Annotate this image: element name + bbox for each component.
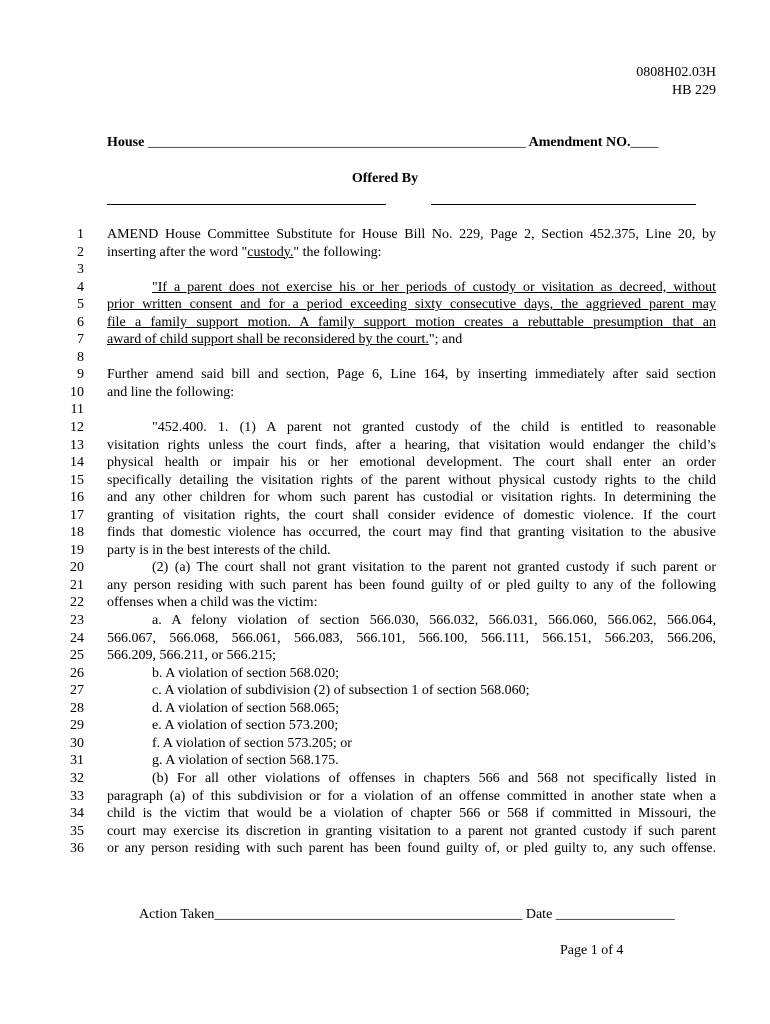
text-line bbox=[0, 366, 770, 384]
text-line bbox=[0, 419, 770, 437]
house-blank: ______________________________________________________ bbox=[147, 135, 526, 150]
line-number: 22 bbox=[70, 595, 84, 611]
sponsor-signature-line-right bbox=[431, 204, 696, 205]
line-text: file a family support motion. A family support motion creates a rebuttable presumption that an bbox=[107, 314, 716, 330]
bill-number: HB 229 bbox=[672, 83, 716, 98]
house-label: House bbox=[107, 135, 145, 150]
text-line bbox=[0, 296, 770, 314]
text-line bbox=[0, 577, 770, 595]
line-number: 31 bbox=[70, 753, 84, 769]
line-text: specifically detailing the visitation rights of the parent without physical custody rights to the child bbox=[107, 472, 716, 488]
line-number: 34 bbox=[70, 806, 84, 822]
line-text-segment: " the following: bbox=[293, 244, 382, 260]
line-number: 33 bbox=[70, 788, 84, 804]
text-line bbox=[0, 454, 770, 472]
line-text: d. A violation of section 568.065; bbox=[152, 700, 340, 716]
line-text: e. A violation of section 573.200; bbox=[152, 718, 339, 734]
text-line bbox=[0, 384, 770, 402]
line-text: granting of visitation rights, the court shall consider evidence of domestic violence. If the court bbox=[107, 507, 716, 523]
line-number: 11 bbox=[70, 402, 84, 418]
text-line bbox=[0, 700, 770, 718]
text-line bbox=[0, 507, 770, 525]
text-line bbox=[0, 331, 770, 349]
line-text: 566.067, 566.068, 566.061, 566.083, 566.101, 566.100, 566.111, 566.151, 566.203, 566.206, bbox=[107, 630, 716, 646]
text-line bbox=[0, 489, 770, 507]
line-number: 28 bbox=[70, 700, 84, 716]
line-number: 16 bbox=[70, 490, 84, 506]
line-text: party is in the best interests of the child. bbox=[107, 542, 331, 558]
text-line bbox=[0, 823, 770, 841]
line-number: 20 bbox=[70, 560, 84, 576]
inserted-text: custody. bbox=[247, 244, 294, 260]
text-line bbox=[0, 314, 770, 332]
text-line bbox=[0, 524, 770, 542]
line-text: court may exercise its discretion in granting visitation to a parent not granted custody if such parent bbox=[107, 823, 716, 839]
line-number: 30 bbox=[70, 735, 84, 751]
line-number: 8 bbox=[77, 349, 84, 365]
text-line bbox=[0, 261, 770, 279]
text-line bbox=[0, 472, 770, 490]
line-number: 27 bbox=[70, 683, 84, 699]
line-text: offenses when a child was the victim: bbox=[107, 595, 318, 611]
text-line bbox=[0, 244, 770, 262]
line-number: 19 bbox=[70, 542, 84, 558]
line-text: "If a parent does not exercise his or her periods of custody or visitation as decreed, without bbox=[152, 279, 716, 295]
house-amendment-line bbox=[107, 135, 658, 151]
text-line bbox=[0, 279, 770, 297]
date-label: Date bbox=[525, 907, 553, 922]
line-text: (b) For all other violations of offenses in chapters 566 and 568 not specifically listed in bbox=[152, 770, 716, 786]
line-number: 4 bbox=[77, 279, 84, 295]
line-text: f. A violation of section 573.205; or bbox=[152, 735, 352, 751]
line-number: 32 bbox=[70, 770, 84, 786]
line-number: 7 bbox=[77, 332, 84, 348]
line-number: 36 bbox=[70, 841, 84, 857]
date-blank: _________________ bbox=[555, 907, 675, 922]
line-text: "452.400. 1. (1) A parent not granted custody of the child is entitled to reasonable bbox=[152, 420, 716, 436]
text-line bbox=[0, 840, 770, 858]
line-text: child is the victim that would be a violation of chapter 566 or 568 if committed in Missouri, the bbox=[107, 806, 716, 822]
text-line bbox=[0, 612, 770, 630]
line-text: prior written consent and for a period exceeding sixty consecutive days, the aggrieved parent may bbox=[107, 297, 716, 313]
line-number: 17 bbox=[70, 507, 84, 523]
line-text: and line the following: bbox=[107, 384, 235, 400]
line-number: 23 bbox=[70, 613, 84, 629]
line-number: 35 bbox=[70, 823, 84, 839]
line-number: 29 bbox=[70, 718, 84, 734]
line-text bbox=[107, 244, 716, 262]
amendment-blank: ____ bbox=[630, 135, 659, 150]
line-number: 26 bbox=[70, 665, 84, 681]
document-id bbox=[636, 64, 716, 100]
amendment-body bbox=[0, 226, 770, 858]
inserted-text: award of child support shall be reconsidered by the court. bbox=[107, 332, 429, 348]
text-line bbox=[0, 647, 770, 665]
line-text: any person residing with such parent has been found guilty of or pled guilty to any of the following bbox=[107, 577, 716, 593]
line-number: 15 bbox=[70, 472, 84, 488]
line-text: g. A violation of section 568.175. bbox=[152, 753, 339, 769]
text-line bbox=[0, 542, 770, 560]
page-number: Page 1 of 4 bbox=[560, 943, 624, 958]
line-text: finds that domestic violence has occurred, the court may find that granting visitation to the abusive bbox=[107, 525, 716, 541]
line-number: 5 bbox=[77, 297, 84, 313]
line-number: 9 bbox=[77, 367, 84, 383]
line-text: and any other children for whom such parent has custodial or visitation rights. In determining the bbox=[107, 490, 716, 506]
line-number: 18 bbox=[70, 525, 84, 541]
sponsor-signature-line-left bbox=[107, 204, 386, 205]
line-number: 14 bbox=[70, 455, 84, 471]
line-number: 12 bbox=[70, 420, 84, 436]
line-number: 13 bbox=[70, 437, 84, 453]
text-line bbox=[0, 717, 770, 735]
text-line bbox=[0, 401, 770, 419]
line-number: 10 bbox=[70, 384, 84, 400]
line-text: AMEND House Committee Substitute for House Bill No. 229, Page 2, Section 452.375, Line 20, by bbox=[107, 227, 716, 242]
line-text: c. A violation of subdivision (2) of subsection 1 of section 568.060; bbox=[152, 683, 530, 699]
text-line bbox=[0, 752, 770, 770]
text-line bbox=[0, 665, 770, 683]
line-text: Further amend said bill and section, Page 6, Line 164, by inserting immediately after said section bbox=[107, 367, 716, 383]
text-line bbox=[0, 349, 770, 367]
line-number: 6 bbox=[77, 314, 84, 330]
line-number: 21 bbox=[70, 577, 84, 593]
amendment-label: Amendment NO. bbox=[528, 135, 631, 150]
text-line bbox=[0, 594, 770, 612]
action-taken-blank: ____________________________________________ bbox=[214, 907, 523, 922]
line-text: physical health or impair his or her emotional development. The court shall enter an order bbox=[107, 455, 716, 471]
line-text: a. A felony violation of section 566.030, 566.032, 566.031, 566.060, 566.062, 566.064, bbox=[152, 613, 716, 629]
text-line bbox=[0, 805, 770, 823]
text-line bbox=[0, 788, 770, 806]
line-text: visitation rights unless the court finds, after a hearing, that visitation would endanger the child’s bbox=[107, 437, 716, 453]
text-line bbox=[0, 735, 770, 753]
text-line bbox=[0, 559, 770, 577]
line-number: 2 bbox=[77, 244, 84, 260]
offered-by: Offered By bbox=[351, 171, 419, 186]
line-number: 3 bbox=[77, 262, 84, 278]
line-number: 25 bbox=[70, 648, 84, 664]
line-text: b. A violation of section 568.020; bbox=[152, 665, 340, 681]
text-line bbox=[0, 630, 770, 648]
doc-code: 0808H02.03H bbox=[636, 65, 716, 80]
line-text: (2) (a) The court shall not grant visitation to the parent not granted custody if such parent or bbox=[152, 560, 716, 576]
line-text: or any person residing with such parent has been found guilty of, or pled guilty to, any such offense. bbox=[107, 841, 716, 857]
line-text: 566.209, 566.211, or 566.215; bbox=[107, 648, 277, 664]
line-text bbox=[107, 331, 716, 349]
text-line bbox=[0, 437, 770, 455]
text-line bbox=[0, 770, 770, 788]
line-text: paragraph (a) of this subdivision or for a violation of an offense committed in another state when a bbox=[107, 788, 716, 804]
line-text-segment: inserting after the word " bbox=[107, 244, 248, 260]
line-number: 1 bbox=[77, 227, 84, 242]
action-taken-line bbox=[139, 907, 675, 923]
line-number: 24 bbox=[70, 630, 84, 646]
text-line bbox=[0, 226, 770, 244]
text-line bbox=[0, 682, 770, 700]
line-text-segment: "; and bbox=[428, 332, 463, 348]
action-taken-label: Action Taken bbox=[139, 907, 215, 922]
